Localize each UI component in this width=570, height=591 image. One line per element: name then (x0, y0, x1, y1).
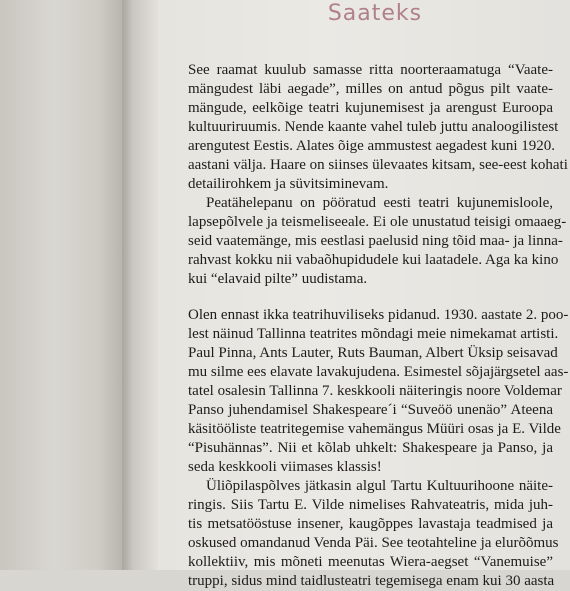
text-line: kultuuriruumis. Nende kaante vahel tuleb juttu analoogilistest (188, 119, 559, 135)
chapter-heading: Saateks (327, 1, 423, 26)
paragraph (188, 306, 569, 477)
text-line: seid vaatemänge, mis eestlasi paelusid ning tõid maa- ja linna- (188, 233, 563, 249)
text-line: rahvast kokku nii vabaõhupidudele kui laatadele. Aga ka kino (188, 252, 559, 268)
text-line: mu silme ees elavate lavakujudena. Esimestel sõjajärgsetel aas- (188, 364, 569, 380)
text-line: “Pisuhännas”. Nii et kõlab uhkelt: Shakespeare ja Panso, ja (188, 440, 553, 456)
text-line: lest näinud Tallinna teatrites mõndagi meie nimekamat artisti. (188, 326, 559, 342)
text-line: arengutest Eestis. Alates õige ammustest aegadest kuni 1920. (188, 138, 556, 154)
text-line: aastani välja. Haare on siinses ülevaates kitsam, see-eest kohati (188, 157, 568, 173)
paragraph-gap (188, 289, 553, 306)
text-line: Olen ennast ikka teatrihuviliseks pidanud. 1930. aastate 2. poo- (188, 307, 569, 323)
text-line: käsitööliste teatritegemise vahemängus Müüri osas ja E. Vilde (188, 421, 561, 437)
book-gutter (122, 0, 158, 570)
paragraph (188, 477, 559, 591)
text-line: tatel osalesin Tallinna 7. keskkooli näiteringis noore Voldemar (188, 383, 562, 399)
text-line: Üliõpilaspõlves jätkasin algul Tartu Kultuurihoone näite- (206, 478, 553, 494)
text-line: lapsepõlvele ja teismeliseeale. Ei ole unustatud teisigi omaaeg- (188, 214, 567, 230)
text-line: seda keskkooli viimases klassis! (188, 459, 382, 475)
text-line: mängudest läbi aegade”, milles on antud põgus pilt vaate- (188, 81, 553, 97)
left-page-edge (0, 0, 122, 570)
text-line: Panso juhendamisel Shakespeare´i “Suveöö unenäo” Ateena (188, 402, 553, 418)
body-text (188, 61, 569, 591)
text-line: mängude, eelkõige teatri kujunemisest ja arengust Euroopa (188, 100, 553, 116)
text-line: oskused omandanud Venda Päi. See teotahteline ja elurõõmus (188, 535, 559, 551)
text-line: ringis. Siis Tartu E. Vilde nimelises Rahvateatris, mida juh- (188, 497, 553, 513)
text-line: See raamat kuulub samasse ritta noorteraamatuga “Vaate- (188, 62, 553, 78)
text-line: kollektiiv, mis mõneti meenutas Wiera-aegset “Vanemuise” (188, 554, 553, 570)
paragraph (188, 61, 568, 194)
text-line: Paul Pinna, Ants Lauter, Ruts Bauman, Albert Üksip seisavad (188, 345, 558, 361)
text-line: tis metsatööstuse insener, kaugõppes lavastaja teadmised ja (188, 516, 553, 532)
text-line: Peatähelepanu on pööratud eesti teatri kujunemisloole, (206, 195, 553, 211)
paragraph (188, 194, 567, 289)
text-line: detailirohkem ja süvitsiminevam. (188, 176, 389, 192)
text-line: kui “elavaid pilte” uudistama. (188, 271, 368, 287)
text-line: truppi, sidus mind taidlusteatri tegemisega enam kui 30 aasta (188, 573, 555, 589)
